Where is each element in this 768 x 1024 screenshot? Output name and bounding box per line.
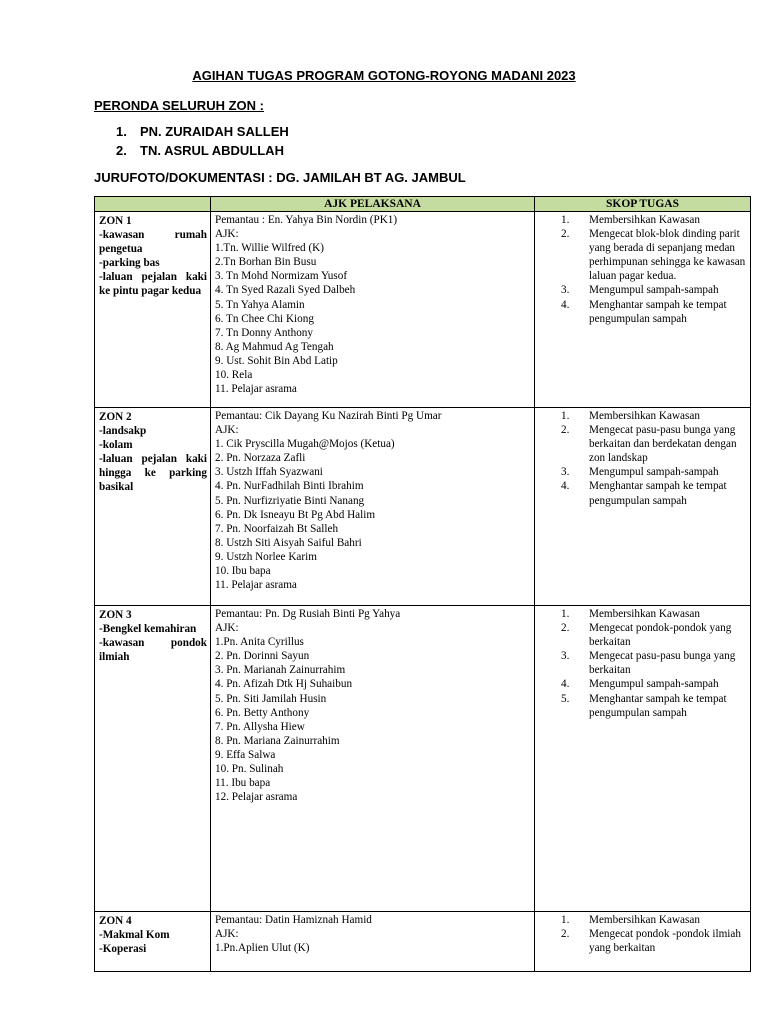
document-title: AGIHAN TUGAS PROGRAM GOTONG-ROYONG MADANI 2023 [192, 68, 576, 83]
ajk-line: AJK: [215, 928, 239, 941]
pemantau-line: Pemantau : En. Yahya Bin Nordin (PK1) [215, 214, 398, 226]
skop-cell [535, 408, 751, 606]
skop-list [535, 213, 746, 326]
ajk-line: 3. Ustzh Iffah Syazwani [215, 466, 323, 479]
skop-item-number: 2. [561, 228, 570, 241]
ajk-line: 11. Pelajar asrama [215, 383, 297, 396]
peronda-item-number: 1. [116, 124, 127, 139]
zone-area: -Koperasi [99, 943, 147, 956]
ajk-cell [211, 912, 535, 972]
pemantau-line: Pemantau: Pn. Dg Rusiah Binti Pg Yahya [215, 608, 401, 620]
ajk-line: 2.Tn Borhan Bin Busu [215, 256, 317, 269]
skop-item-number: 2. [561, 424, 570, 437]
ajk-line: 12. Pelajar asrama [215, 791, 298, 804]
skop-item-text: Mengumpul sampah-sampah [589, 466, 719, 479]
ajk-line: 2. Pn. Dorinni Sayun [215, 650, 310, 663]
skop-item-number: 1. [561, 914, 570, 926]
zone-area: -Bengkel kemahiran [99, 623, 197, 636]
skop-item [535, 213, 746, 227]
header-ajk: AJK PELAKSANA [211, 197, 535, 212]
zone-area: -laluan pejalan kaki hingga ke parking basikal [99, 453, 207, 494]
skop-item-text: Membersihkan Kawasan [589, 608, 700, 620]
task-table [94, 196, 751, 972]
skop-list [535, 913, 746, 955]
zone-label: ZON 2 [99, 411, 132, 423]
skop-item-number: 4. [561, 298, 570, 311]
skop-item-number: 1. [561, 214, 570, 226]
ajk-line: 9. Ustzh Norlee Karim [215, 550, 317, 563]
ajk-line: 7. Pn. Allysha Hiew [215, 720, 305, 733]
ajk-line: 1.Pn.Aplien Ulut (K) [215, 942, 310, 955]
skop-item [535, 677, 746, 691]
skop-item [535, 409, 746, 423]
peronda-item [116, 124, 289, 139]
skop-item-number: 5. [561, 692, 570, 705]
skop-item-text: Menghantar sampah ke tempat pengumpulan sampah [589, 480, 727, 507]
skop-item-text: Mengecat pondok -pondok ilmiah yang berkaitan [589, 928, 741, 955]
ajk-cell [211, 408, 535, 606]
zone-label: ZON 4 [99, 915, 132, 927]
ajk-line: 1.Pn. Anita Cyrillus [215, 636, 304, 649]
ajk-line: 7. Pn. Noorfaizah Bt Salleh [215, 522, 339, 535]
ajk-line: 7. Tn Donny Anthony [215, 326, 313, 339]
ajk-line: 8. Ustzh Siti Aisyah Saiful Bahri [215, 536, 362, 549]
skop-item-number: 1. [561, 410, 570, 422]
skop-item [535, 227, 746, 283]
skop-item [535, 692, 746, 720]
ajk-line: 11. Pelajar asrama [215, 579, 297, 592]
ajk-line: 5. Tn Yahya Alamin [215, 298, 305, 311]
skop-item-text: Menghantar sampah ke tempat pengumpulan sampah [589, 692, 727, 719]
skop-item-text: Mengecat pasu-pasu bunga yang berkaitan [589, 650, 736, 677]
skop-item-number: 3. [561, 284, 570, 297]
ajk-line: 9. Ust. Sohit Bin Abd Latip [215, 354, 338, 367]
zone-cell [95, 606, 211, 912]
zone-cell [95, 408, 211, 606]
zone-area: -kawasan pondok ilmiah [99, 637, 207, 664]
skop-item-text: Mengumpul sampah-sampah [589, 678, 719, 691]
ajk-line: 1. Cik Pryscilla Mugah@Mojos (Ketua) [215, 438, 395, 451]
jurufoto-line: JURUFOTO/DOKUMENTASI : DG. JAMILAH BT AG. JAMBUL [94, 170, 466, 185]
skop-item-text: Mengumpul sampah-sampah [589, 284, 719, 297]
table-row [95, 212, 751, 408]
ajk-line: 3. Pn. Marianah Zainurrahim [215, 664, 346, 677]
ajk-line: 4. Pn. Afizah Dtk Hj Suhaibun [215, 678, 353, 691]
skop-item-number: 3. [561, 650, 570, 663]
skop-item [535, 649, 746, 677]
ajk-line: 6. Pn. Betty Anthony [215, 706, 310, 719]
zone-area: -laluan pejalan kaki ke pintu pagar kedua [99, 271, 207, 298]
skop-list [535, 409, 746, 508]
skop-cell [535, 212, 751, 408]
skop-item-text: Mengecat pondok-pondok yang berkaitan [589, 622, 732, 649]
skop-item [535, 621, 746, 649]
peronda-item-name: TN. ASRUL ABDULLAH [140, 143, 284, 158]
ajk-line: 10. Rela [215, 369, 253, 382]
table-row [95, 606, 751, 912]
ajk-line: 10. Ibu bapa [215, 565, 271, 578]
header-skop: SKOP TUGAS [535, 197, 751, 212]
skop-item-text: Membersihkan Kawasan [589, 410, 700, 422]
skop-item [535, 479, 746, 507]
zone-cell [95, 212, 211, 408]
skop-item-text: Mengecat pasu-pasu bunga yang berkaitan dan berdekatan dengan zon landskap [589, 424, 737, 465]
skop-item-number: 2. [561, 928, 570, 941]
peronda-heading: PERONDA SELURUH ZON : [94, 98, 264, 113]
skop-item-number: 1. [561, 608, 570, 620]
ajk-line: 3. Tn Mohd Normizam Yusof [215, 270, 348, 283]
skop-item [535, 465, 746, 479]
zone-area: -landsakp [99, 425, 147, 438]
skop-item-text: Membersihkan Kawasan [589, 914, 700, 926]
skop-item [535, 927, 746, 955]
ajk-line: AJK: [215, 622, 239, 635]
skop-item-text: Menghantar sampah ke tempat pengumpulan sampah [589, 298, 727, 325]
ajk-line: 4. Pn. NurFadhilah Binti Ibrahim [215, 480, 364, 493]
skop-item-number: 4. [561, 678, 570, 691]
zone-area: -Makmal Kom [99, 929, 170, 942]
zone-label: ZON 1 [99, 215, 132, 227]
skop-item-number: 3. [561, 466, 570, 479]
skop-list [535, 607, 746, 720]
table-row [95, 408, 751, 606]
ajk-line: 6. Pn. Dk Isneayu Bt Pg Abd Halim [215, 508, 376, 521]
skop-item [535, 913, 746, 927]
ajk-line: 6. Tn Chee Chi Kiong [215, 312, 314, 325]
zone-label: ZON 3 [99, 609, 132, 621]
ajk-line: 5. Pn. Nurfizriyatie Binti Nanang [215, 494, 365, 507]
pemantau-line: Pemantau: Cik Dayang Ku Nazirah Binti Pg Umar [215, 410, 442, 422]
skop-cell [535, 912, 751, 972]
zone-area: -parking bas [99, 257, 160, 270]
ajk-line: 8. Pn. Mariana Zainurrahim [215, 734, 340, 747]
ajk-line: 9. Effa Salwa [215, 748, 276, 761]
skop-item [535, 423, 746, 465]
peronda-item [116, 143, 284, 158]
ajk-line: AJK: [215, 424, 239, 437]
peronda-item-number: 2. [116, 143, 127, 158]
skop-item [535, 283, 746, 297]
ajk-cell [211, 606, 535, 912]
pemantau-line: Pemantau: Datin Hamiznah Hamid [215, 914, 372, 926]
ajk-line: 8. Ag Mahmud Ag Tengah [215, 340, 334, 353]
ajk-line: 4. Tn Syed Razali Syed Dalbeh [215, 284, 356, 297]
ajk-line: 5. Pn. Siti Jamilah Husin [215, 692, 327, 705]
zone-cell [95, 912, 211, 972]
skop-item [535, 298, 746, 326]
ajk-line: 2. Pn. Norzaza Zafli [215, 452, 306, 465]
skop-item-text: Mengecat blok-blok dinding parit yang berada di sepanjang medan perhimpunan sehingga ke kawasan laluan pagar kedua. [589, 228, 746, 283]
table-header-row [95, 197, 751, 212]
ajk-line: 1.Tn. Willie Wilfred (K) [215, 242, 324, 255]
ajk-line: 11. Ibu bapa [215, 777, 271, 790]
ajk-line: AJK: [215, 228, 239, 241]
zone-area: -kolam [99, 439, 133, 452]
ajk-cell [211, 212, 535, 408]
skop-cell [535, 606, 751, 912]
skop-item-number: 4. [561, 480, 570, 493]
skop-item-number: 2. [561, 622, 570, 635]
table-row [95, 912, 751, 972]
header-zone [95, 197, 211, 212]
skop-item-text: Membersihkan Kawasan [589, 214, 700, 226]
zone-area: -kawasan rumah pengetua [99, 229, 207, 256]
peronda-item-name: PN. ZURAIDAH SALLEH [140, 124, 289, 139]
skop-item [535, 607, 746, 621]
ajk-line: 10. Pn. Sulinah [215, 763, 284, 776]
